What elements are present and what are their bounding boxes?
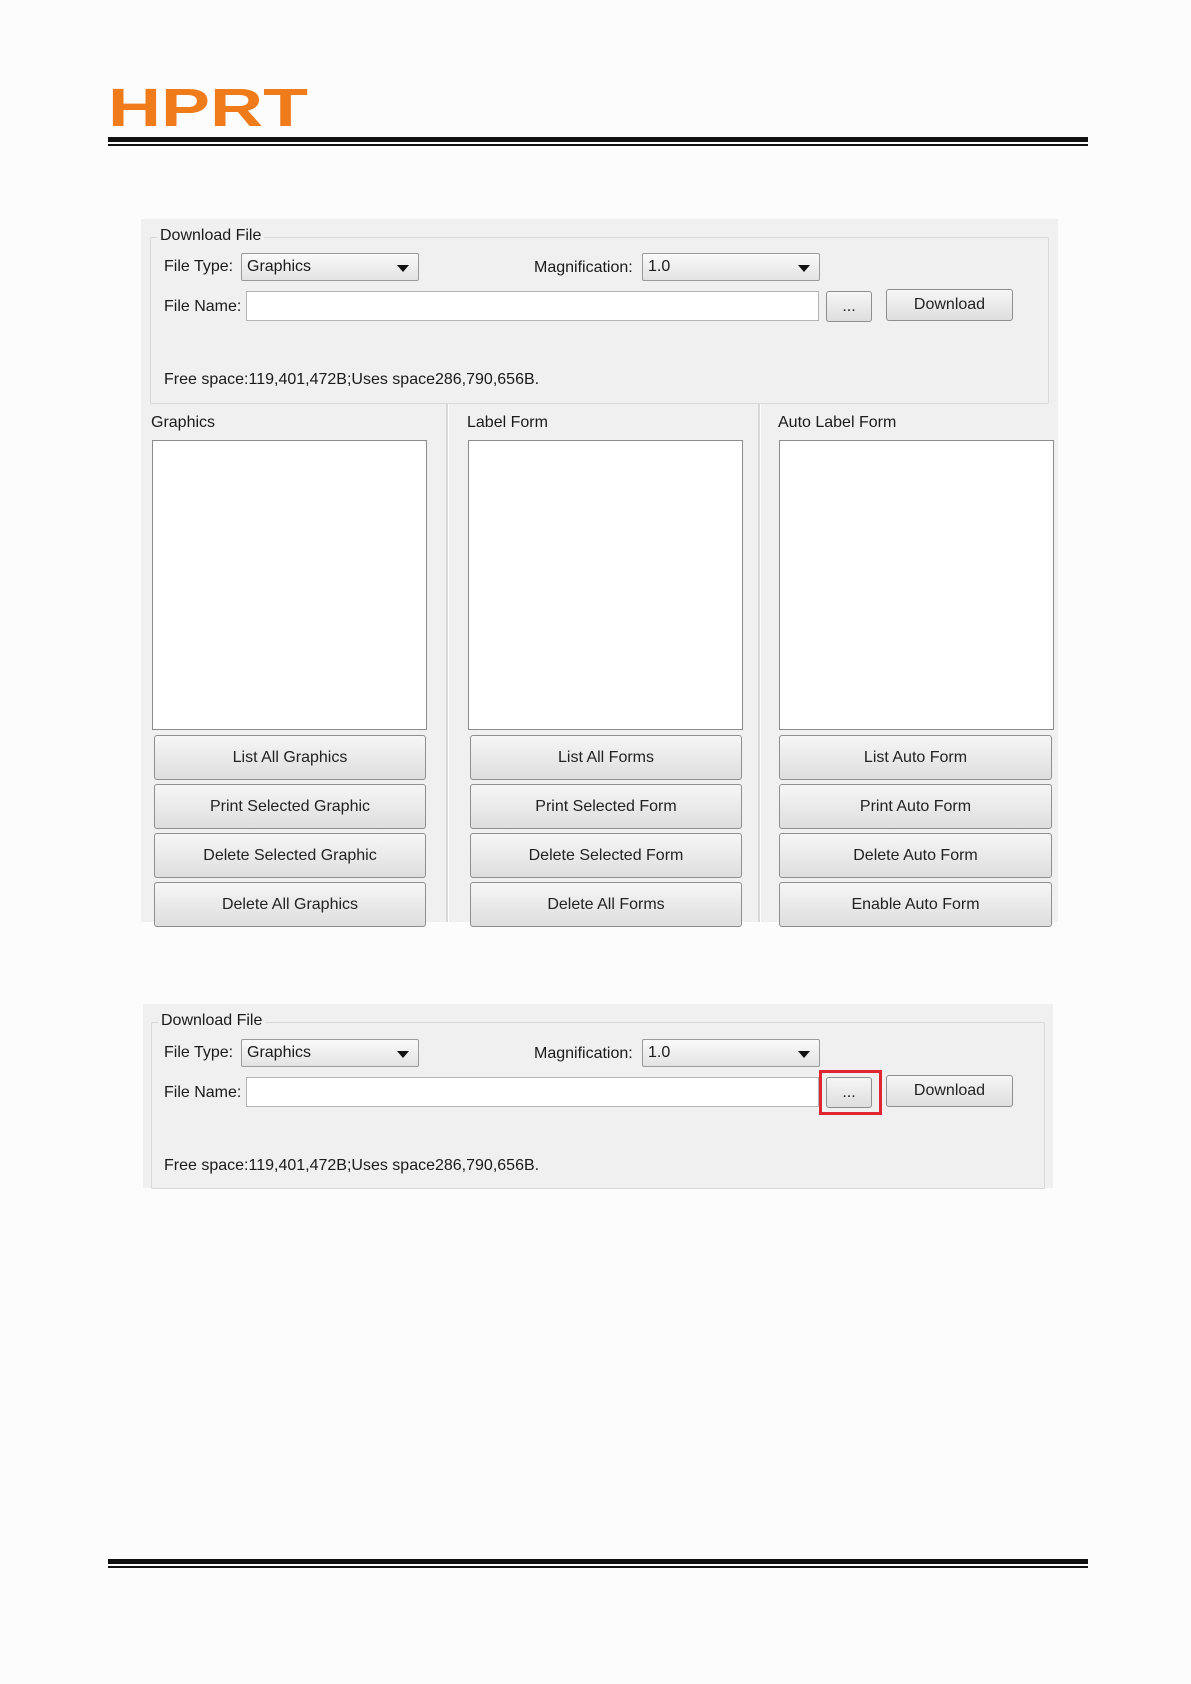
footer-rule xyxy=(108,1559,1088,1564)
file-type-select[interactable] xyxy=(241,1039,419,1067)
file-name-label: File Name: xyxy=(164,1084,242,1101)
browse-button[interactable] xyxy=(826,291,872,322)
file-name-label: File Name: xyxy=(164,298,242,315)
auto-label-form-column-title: Auto Label Form xyxy=(778,414,897,431)
group-title: Download File xyxy=(158,1012,265,1030)
list-all-graphics-button[interactable] xyxy=(154,735,426,780)
magnification-value: 1.0 xyxy=(648,258,671,275)
graphics-list[interactable] xyxy=(152,440,427,730)
file-name-input[interactable] xyxy=(246,291,819,321)
footer-rule-thin xyxy=(108,1566,1088,1568)
print-selected-graphic-button[interactable] xyxy=(154,784,426,829)
button-label: List Auto Form xyxy=(863,749,968,766)
label-form-list[interactable] xyxy=(468,440,743,730)
print-auto-form-button[interactable] xyxy=(779,784,1052,829)
button-label: Print Selected Form xyxy=(535,798,677,815)
print-selected-form-button[interactable] xyxy=(470,784,742,829)
button-label: Delete Auto Form xyxy=(853,847,978,864)
file-type-label: File Type: xyxy=(164,1044,234,1061)
free-space-text: Free space:119,401,472B;Uses space286,790,656B. xyxy=(164,1157,540,1174)
delete-selected-form-button[interactable] xyxy=(470,833,742,878)
chevron-down-icon xyxy=(397,1051,409,1058)
column-divider xyxy=(446,404,449,922)
chevron-down-icon xyxy=(397,265,409,272)
download-file-panel-cropped xyxy=(143,1004,1053,1188)
browse-button-label: ... xyxy=(842,1084,856,1101)
download-button[interactable] xyxy=(886,1075,1013,1107)
download-file-panel-full xyxy=(141,219,1058,922)
browse-button-highlight xyxy=(819,1070,882,1115)
button-label: List All Graphics xyxy=(232,749,348,766)
button-label: Delete All Forms xyxy=(547,896,665,913)
download-button[interactable] xyxy=(886,289,1013,321)
download-button-label: Download xyxy=(913,296,986,313)
button-label: Print Auto Form xyxy=(859,798,972,815)
magnification-label: Magnification: xyxy=(534,1045,633,1062)
delete-selected-graphic-button[interactable] xyxy=(154,833,426,878)
delete-all-forms-button[interactable] xyxy=(470,882,742,927)
graphics-column-title: Graphics xyxy=(151,414,216,431)
chevron-down-icon xyxy=(798,1051,810,1058)
delete-all-graphics-button[interactable] xyxy=(154,882,426,927)
magnification-select[interactable] xyxy=(642,253,820,281)
svg-text:HPRT: HPRT xyxy=(108,82,308,132)
file-type-value: Graphics xyxy=(247,258,312,275)
browse-button-label: ... xyxy=(842,298,856,315)
hprt-logo xyxy=(108,82,308,132)
chevron-down-icon xyxy=(798,265,810,272)
file-type-select[interactable] xyxy=(241,253,419,281)
button-label: Print Selected Graphic xyxy=(209,798,371,815)
list-all-forms-button[interactable] xyxy=(470,735,742,780)
download-button-label: Download xyxy=(913,1082,986,1099)
button-label: Delete Selected Graphic xyxy=(203,847,377,864)
header-rule xyxy=(108,137,1088,142)
group-title: Download File xyxy=(157,227,264,245)
label-form-column-title: Label Form xyxy=(467,414,548,431)
header-rule-thin xyxy=(108,144,1088,146)
list-auto-form-button[interactable] xyxy=(779,735,1052,780)
file-type-label: File Type: xyxy=(164,258,234,275)
button-label: List All Forms xyxy=(557,749,654,766)
magnification-value: 1.0 xyxy=(648,1044,671,1061)
file-type-value: Graphics xyxy=(247,1044,312,1061)
button-label: Enable Auto Form xyxy=(851,896,980,913)
file-name-input[interactable] xyxy=(246,1077,819,1107)
button-label: Delete All Graphics xyxy=(221,896,359,913)
enable-auto-form-button[interactable] xyxy=(779,882,1052,927)
free-space-text: Free space:119,401,472B;Uses space286,790,656B. xyxy=(164,371,540,388)
auto-label-form-list[interactable] xyxy=(779,440,1054,730)
button-label: Delete Selected Form xyxy=(528,847,684,864)
column-divider xyxy=(758,404,761,922)
delete-auto-form-button[interactable] xyxy=(779,833,1052,878)
magnification-select[interactable] xyxy=(642,1039,820,1067)
magnification-label: Magnification: xyxy=(534,259,633,276)
